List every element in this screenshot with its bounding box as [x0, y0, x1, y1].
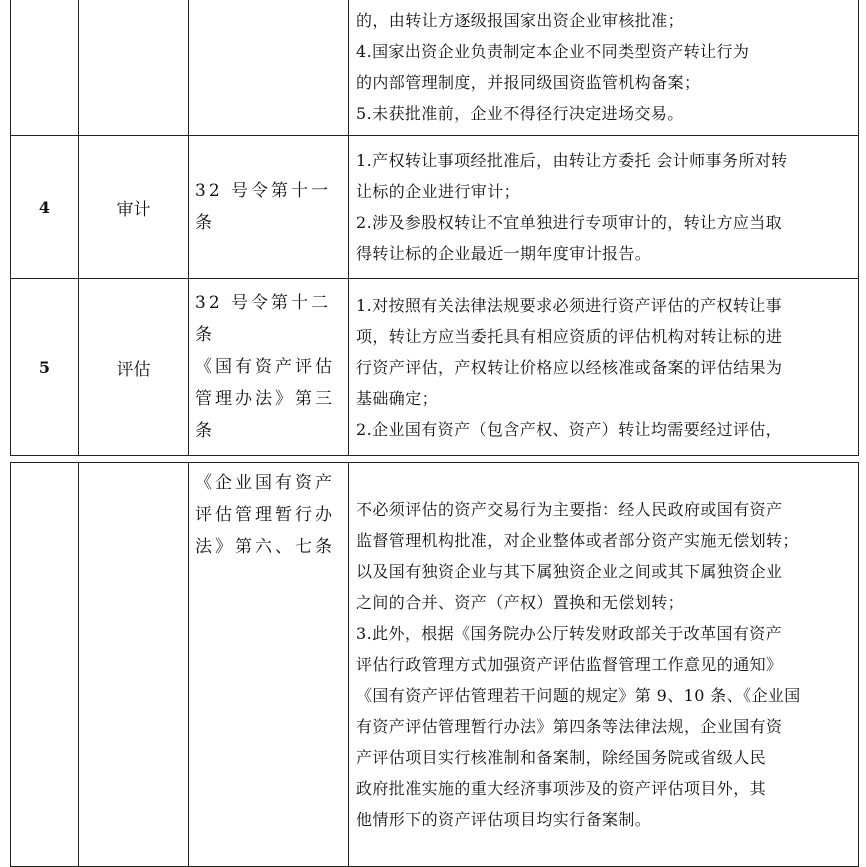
- text-line: 政府批准实施的重大经济事项涉及的资产评估项目外，其: [356, 779, 767, 798]
- text-line: 之间的合并、资产（产权）置换和无偿划转；: [356, 593, 685, 612]
- table-row-valuation: [11, 279, 859, 456]
- text-line: 项，转让方应当委托具有相应资质的评估机构对转让标的进: [356, 326, 783, 346]
- row-number: 4: [11, 136, 79, 279]
- basis-line: 《国有资产评估: [195, 357, 335, 377]
- text-line: 2.涉及参股权转让不宜单独进行专项审计的，转让方应当取: [356, 213, 783, 232]
- item-name: 评估: [79, 279, 189, 456]
- regulation-table-page1: [10, 0, 859, 456]
- cell-requirements: [349, 279, 859, 456]
- text-line: 1.产权转让事项经批准后，由转让方委托 会计师事务所对转: [356, 151, 788, 170]
- text-line: 让标的企业进行审计；: [356, 182, 521, 201]
- basis-line: 条: [195, 213, 215, 233]
- basis-line: 32 号令第十一: [195, 181, 332, 201]
- text-line: 他情形下的资产评估项目均实行备案制。: [356, 810, 652, 829]
- basis-line: 评估管理暂行办: [195, 505, 335, 525]
- cell-basis: [189, 136, 349, 279]
- text-line: 有资产评估管理暂行办法》第四条等法律法规，企业国有资: [356, 717, 783, 736]
- text-line: 产评估项目实行核准制和备案制，除经国务院或省级人民: [356, 748, 767, 767]
- cell-basis: [189, 279, 349, 456]
- text-line: 1.对按照有关法律法规要求必须进行资产评估的产权转让事: [356, 295, 783, 315]
- basis-line: 管理办法》第三: [195, 389, 335, 409]
- text-line: 4.国家出资企业负责制定本企业不同类型资产转让行为: [356, 42, 750, 61]
- basis-line: 《企业国有资产: [195, 473, 335, 493]
- cell-requirements: [349, 136, 859, 279]
- text-line: 基础确定；: [356, 388, 439, 408]
- text-line: 的内部管理制度，并报同级国资监管机构备案；: [356, 73, 701, 92]
- text-line: 监督管理机构批准，对企业整体或者部分资产实施无偿划转；: [356, 531, 799, 550]
- text-line: 《国有资产评估管理若干问题的规定》第 9、10 条、《企业国: [356, 686, 801, 705]
- cell-item: [79, 463, 189, 867]
- text-line: 5.未获批准前，企业不得径行决定进场交易。: [356, 104, 684, 123]
- text-line: 的，由转让方逐级报国家出资企业审核批准；: [356, 11, 685, 30]
- cell-basis: [189, 463, 349, 867]
- table-row-continued: [11, 463, 859, 867]
- basis-line: 32 号令第十二: [195, 293, 332, 313]
- item-name: 审计: [79, 136, 189, 279]
- table-row-continued: [11, 0, 859, 136]
- text-line: 3.此外，根据《国务院办公厅转发财政部关于改革国有资产: [356, 624, 783, 643]
- text-line: 评估行政管理方式加强资产评估监督管理工作意见的通知》: [356, 655, 783, 674]
- basis-line: 法》第六、七条: [195, 537, 335, 557]
- text-line: 以及国有独资企业与其下属独资企业之间或其下属独资企业: [356, 562, 783, 581]
- text-line: 行资产评估，产权转让价格应以经核准或备案的评估结果为: [356, 357, 783, 377]
- cell-basis: [189, 0, 349, 136]
- text-line: 不必须评估的资产交易行为主要指：经人民政府或国有资产: [356, 500, 783, 519]
- cell-requirements: [349, 0, 859, 136]
- regulation-table-page2: [10, 462, 859, 867]
- cell-number: [11, 463, 79, 867]
- text-line: 得转让标的企业最近一期年度审计报告。: [356, 244, 652, 263]
- cell-number: [11, 0, 79, 136]
- cell-requirements: [349, 463, 859, 867]
- cell-item: [79, 0, 189, 136]
- row-number: 5: [11, 279, 79, 456]
- basis-line: 条: [195, 421, 215, 441]
- basis-line: 条: [195, 325, 215, 345]
- text-line: 2.企业国有资产（包含产权、资产）转让均需要经过评估，: [356, 419, 783, 439]
- table-row-audit: [11, 136, 859, 279]
